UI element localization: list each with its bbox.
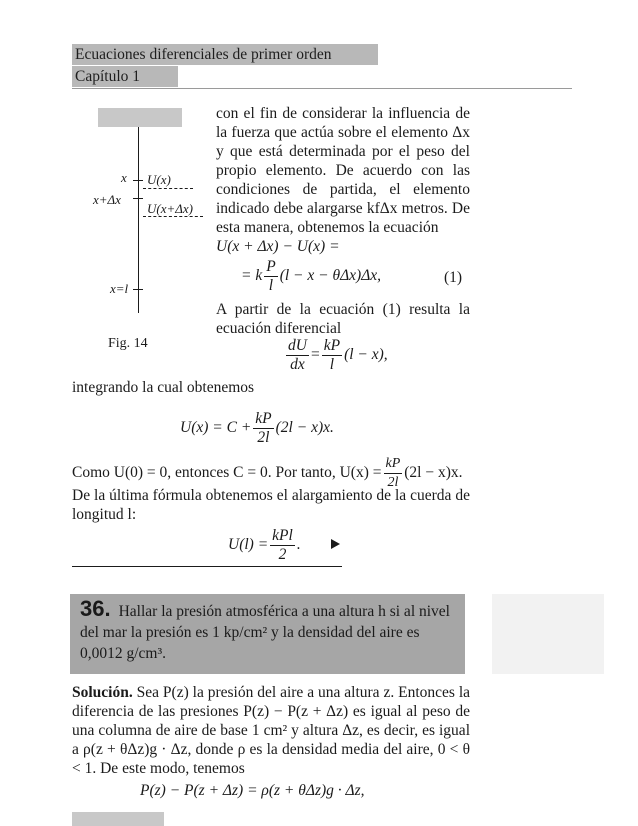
figure-support-bar xyxy=(98,108,182,127)
eq4-num: kPl xyxy=(272,527,293,544)
eq4-den: 2 xyxy=(278,546,287,563)
label-u-x-plus-dx: U(x+Δx) xyxy=(147,201,193,216)
figure-caption: Fig. 14 xyxy=(108,336,148,351)
running-header-title: Ecuaciones diferenciales de primer orden xyxy=(72,44,378,65)
para4-den: 2l xyxy=(387,475,399,490)
problem-box xyxy=(70,594,465,674)
para4-text-b: (2l − x)x. xyxy=(404,464,463,482)
paragraph-integrating: integrando la cual obtenemos xyxy=(72,379,255,396)
solution-label: Solución. xyxy=(72,684,133,701)
label-u-x: U(x) xyxy=(147,172,171,187)
paragraph-elongation: De la última fórmula obtenemos el alargamiento de la cuerda de longitud l: xyxy=(72,487,470,523)
tick-x-dx xyxy=(133,198,143,199)
eq4-prefix: U(l) = xyxy=(228,536,269,554)
equation-integral xyxy=(180,410,334,447)
paragraph-intro: con el fin de considerar la influencia de la fuerza que actúa sobre el elemento Δx y que está determinada por el peso del propio elemento. De acuerdo con las condiciones de partida, el elemento indicado debe alargarse kfΔx metros. De esta manera, obtenemos la ecuación xyxy=(216,105,470,236)
eq2-equals: = xyxy=(310,346,320,364)
para4-num: kP xyxy=(384,455,403,474)
eq3-fraction xyxy=(253,410,273,447)
eq2-lnum: dU xyxy=(288,337,307,354)
equation-elongation xyxy=(228,527,301,564)
label-x-equals-l: x=l xyxy=(110,281,129,296)
tick-l xyxy=(133,289,143,290)
eq3-suffix: (2l − x)x. xyxy=(275,419,334,437)
problem-text: Hallar la presión atmosférica a una altura h si al nivel del mar la presión es 1 kp/cm² y la densidad del aire es 0,0012 g/cm³. xyxy=(80,603,450,662)
eq2-left-fraction xyxy=(286,337,309,374)
equation-1-line-1: U(x + Δx) − U(x) = xyxy=(216,238,340,255)
section-rule xyxy=(72,566,342,567)
eq1-num: P xyxy=(266,258,276,275)
eq3-prefix: U(x) = C + xyxy=(180,419,252,437)
eq1-den: l xyxy=(268,277,274,294)
tick-u-x xyxy=(143,188,193,189)
tick-x xyxy=(133,180,143,181)
para4-text-a: Como U(0) = 0, entonces C = 0. Por tanto, U(x) = xyxy=(72,464,382,482)
eq3-num: kP xyxy=(255,410,272,427)
eq1-suffix: (l − x − θΔx)Δx, xyxy=(279,267,382,285)
eq2-suffix: (l − x), xyxy=(344,346,388,364)
solution-paragraph xyxy=(72,683,470,778)
eq4-fraction xyxy=(270,527,295,564)
solution-text: Sea P(z) la presión del aire a una altura z. Entonces la diferencia de las presiones P(z) − P(z + Δz) es igual al peso de una columna de aire de base 1 cm² y altura Δz, es decir, es igual a ρ(z + θΔz)g · Δz, donde ρ es la densidad media del aire, 0 < θ < 1. De este modo, tenemos xyxy=(72,684,471,777)
equation-1-tag: (1) xyxy=(444,269,463,286)
eq3-den: 2l xyxy=(257,429,270,446)
eq2-lden: dx xyxy=(290,356,305,373)
eq2-rden: l xyxy=(329,356,335,373)
label-x-plus-dx: x+Δx xyxy=(93,192,121,207)
equation-1-line-2 xyxy=(241,258,381,295)
eq4-suffix: . xyxy=(296,536,301,554)
margin-smudge xyxy=(492,594,604,674)
figure-cord-line xyxy=(138,127,139,313)
eq1-prefix: = k xyxy=(241,267,263,285)
header-rule xyxy=(72,88,572,89)
paragraph-diff-eq: A partir de la ecuación (1) resulta la ecuación diferencial xyxy=(216,301,470,337)
label-x: x xyxy=(121,170,127,185)
eq1-fraction xyxy=(264,258,277,295)
eq2-rnum: kP xyxy=(323,337,341,354)
running-header-chapter: Capítulo 1 xyxy=(72,66,178,87)
page-footer-mark xyxy=(72,812,164,826)
eq2-right-fraction xyxy=(322,337,342,374)
solution-equation: P(z) − P(z + Δz) = ρ(z + θΔz)g · Δz, xyxy=(140,782,365,799)
problem-statement xyxy=(80,596,450,662)
equation-differential xyxy=(284,337,388,374)
problem-number: 36. xyxy=(80,596,111,621)
end-of-proof-arrow-icon xyxy=(331,539,340,549)
